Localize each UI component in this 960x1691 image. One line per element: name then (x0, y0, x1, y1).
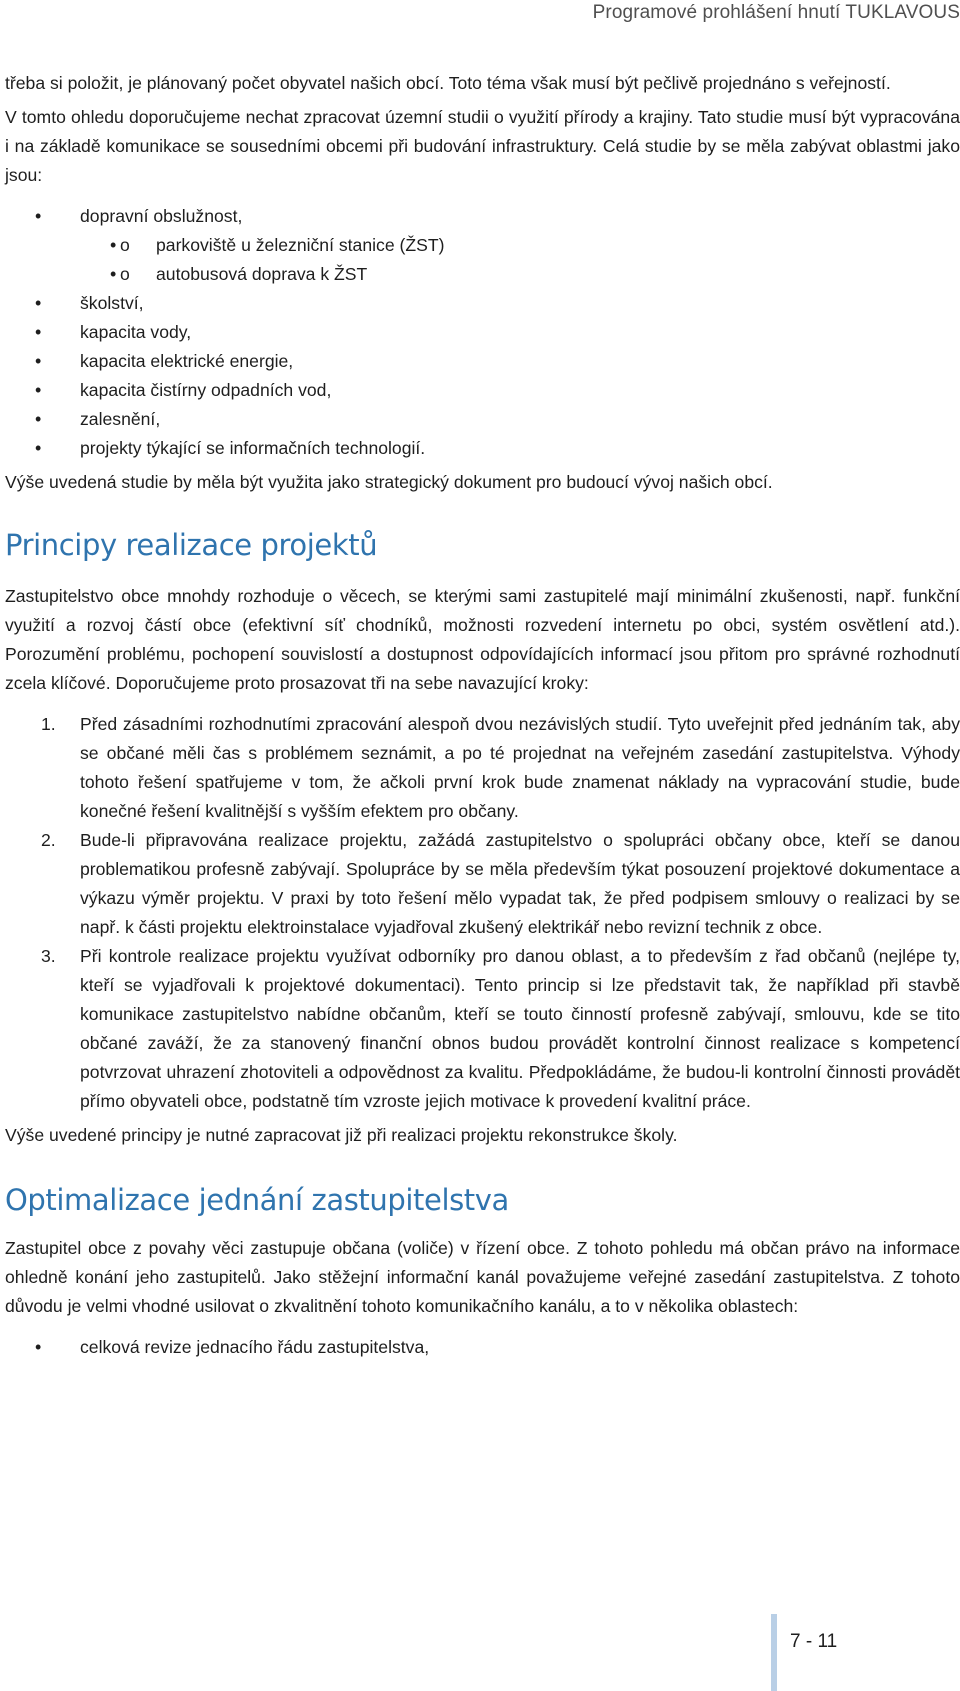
running-header: Programové prohlášení hnutí TUKLAVOUS (592, 2, 960, 23)
step-item (5, 826, 960, 942)
list-item-label: kapacita čistírny odpadních vod, (80, 380, 332, 400)
list-item (5, 202, 960, 289)
intro-paragraph-1: třeba si položit, je plánovaný počet obyvatel našich obcí. Toto téma však musí být pečlivě projednáno s veřejností. (5, 73, 891, 93)
section-heading-principles: Principy realizace projektů (5, 528, 378, 562)
list-item-label: kapacita elektrické energie, (80, 351, 294, 371)
list-item (5, 405, 960, 434)
study-conclusion: Výše uvedená studie by měla být využita jako strategický dokument pro budoucí vývoj našich obcí. (5, 472, 773, 492)
step-number: 1. (41, 714, 56, 734)
step-text: Před zásadními rozhodnutími zpracování alespoň dvou nezávislých studií. Tyto uveřejnit před jednáním tak, aby se občané měli čas s problémem seznámit, a po té projednat na veřejném zasedání zastupitelstva. Výhody tohoto řešení spatřujeme v tom, že ačkoli první krok bude znamenat náklady na vypracování studie, bude konečné řešení kvalitnější s vyšším efektem pro občany. (80, 714, 960, 821)
section-heading-council: Optimalizace jednání zastupitelstva (5, 1183, 509, 1217)
list-item (5, 318, 960, 347)
sub-bullet-marker: • o (120, 235, 130, 255)
page-number-label: 7 - 11 (790, 1631, 838, 1652)
study-areas-list (5, 202, 960, 463)
sub-list-item (80, 231, 960, 260)
document-body (5, 69, 960, 1362)
list-item (5, 434, 960, 463)
section1-intro: Zastupitelstvo obce mnohdy rozhoduje o věcech, se kterými sami zastupitelé mají minimální zkušenosti, např. funkční využití a rozvoj částí obce (efektivní síť chodníků, možnosti rozvedení internetu po obci, systém osvětlení atd.). Porozumění problému, pochopení souvislostí a dostupnost odpovídajících informací jsou přitom pro správné rozhodnutí zcela klíčové. Doporučujeme proto prosazovat tři na sebe navazující kroky: (5, 586, 960, 693)
step-item (5, 710, 960, 826)
step-text: Bude-li připravována realizace projektu, zažádá zastupitelstvo o spolupráci občany obce, kteří se danou problematikou profesně zabývají. Spolupráce by se měla především týkat posouzení projektové dokumentace a výkazu výměr projektu. V praxi by toto řešení mělo vypadat tak, že před podpisem smlouvy o realizaci by se např. k části projektu elektroinstalace vyjadřoval zkušený elektrikář nebo revizní technik z obce. (80, 830, 960, 937)
list-item-label: školství, (80, 293, 144, 313)
list-item (5, 1333, 960, 1362)
list-item (5, 289, 960, 318)
section1-conclusion: Výše uvedené principy je nutné zapracovat již při realizaci projektu rekonstrukce školy. (5, 1125, 678, 1145)
list-item (5, 376, 960, 405)
list-item-label: kapacita vody, (80, 322, 192, 342)
intro-paragraph-2: V tomto ohledu doporučujeme nechat zpracovat územní studii o využití přírody a krajiny. Tato studie musí být vypracována i na základě komunikace se sousedními obcemi při budování infrastruktury. Celá studie by se měla zabývat oblastmi jako jsou: (5, 107, 960, 185)
step-number: 2. (41, 830, 56, 850)
list-item-label: zalesnění, (80, 409, 161, 429)
step-item (5, 942, 960, 1116)
step-text: Při kontrole realizace projektu využívat odborníky pro danou oblast, a to především z řad občanů (nejlépe ty, kteří se vyjadřovali k projektové dokumentaci). Tento princip si lze představit tak, že například při stavbě komunikace zastupitelstvo nabídne občanům, kteří se touto činností profesně zabývají, smlouvu, kde se tito občané zaváží, že za stanovený finanční obnos budou provádět kontrolní činnost realizace s kompetencí potvrzovat uhrazení zhotoviteli a odpovědnost za kvalitu. Předpokládáme, že budou-li kontrolní činnosti provádět přímo obyvateli obce, podstatně tím vzroste jejich motivace k provedení kvalitní práce. (80, 946, 960, 1111)
section2-intro: Zastupitel obce z povahy věci zastupuje občana (voliče) v řízení obce. Z tohoto pohledu má občan právo na informace ohledně konání jeho zastupitelů. Jako stěžejní informační kanál považujeme veřejné zasedání zastupitelstva. Z tohoto důvodu je velmi vhodné usilovat o zkvalitnění tohoto komunikačního kanálu, a to v několika oblastech: (5, 1238, 960, 1316)
list-item-label: projekty týkající se informačních technologií. (80, 438, 426, 458)
list-item-label: celková revize jednacího řádu zastupitelstva, (80, 1337, 430, 1357)
principles-steps (5, 710, 960, 1116)
list-item (5, 347, 960, 376)
sub-list-item-label: autobusová doprava k ŽST (156, 264, 368, 284)
sub-list-item-label: parkoviště u železniční stanice (ŽST) (156, 235, 445, 255)
sub-list-item (80, 260, 960, 289)
step-number: 3. (41, 946, 56, 966)
sub-bullet-marker: • o (120, 264, 130, 284)
sub-list (80, 231, 960, 289)
page-number (771, 1614, 861, 1691)
council-areas-list (5, 1333, 960, 1362)
list-item-label: dopravní obslužnost, (80, 206, 243, 226)
